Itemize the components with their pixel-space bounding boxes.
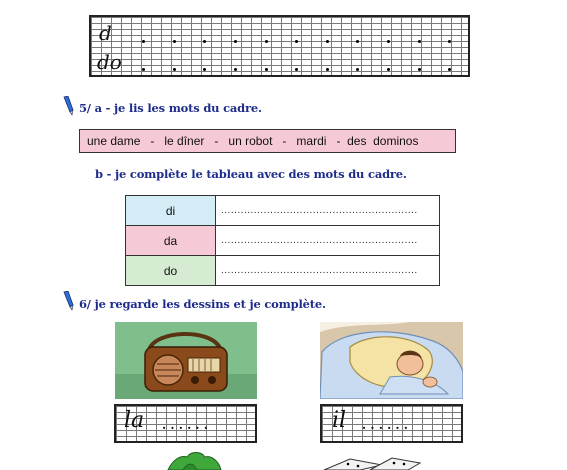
exercise5-title-b: b - je complète le tableau avec des mots du cadre. [95, 167, 407, 181]
row-label-di: di [126, 196, 216, 226]
row-label-da: da [126, 226, 216, 256]
radio-illustration [115, 322, 257, 399]
row-label-do: do [126, 256, 216, 286]
writing-card-left [114, 404, 257, 443]
writing-card-right [320, 404, 463, 443]
exercise5-title-a: 5/ a - je lis les mots du cadre. [79, 101, 262, 115]
card-dots: . . . . . . [362, 418, 408, 432]
plant-illustration [163, 451, 223, 470]
grid-letter-do: do [97, 50, 122, 74]
dominos-illustration [320, 455, 425, 470]
pencil-icon [61, 96, 75, 116]
word-box: une dame - le dîner - un robot - mardi - des dominos [79, 129, 456, 153]
fill-table [125, 195, 440, 286]
grid-letter-d: d [99, 21, 112, 45]
exercise6-title: 6/ je regarde les dessins et je complète. [79, 297, 326, 311]
answer-line[interactable]: ............................................................ [216, 226, 440, 256]
card-word-il: il [332, 408, 347, 433]
card-word-la: la [124, 408, 145, 433]
answer-line[interactable]: ............................................................ [216, 256, 440, 286]
table-row [126, 226, 440, 256]
card-dots: . . . . . . [162, 418, 208, 432]
table-row [126, 196, 440, 226]
writing-grid-top [89, 15, 470, 77]
answer-line[interactable]: ............................................................ [216, 196, 440, 226]
sleeping-boy-illustration [320, 322, 463, 399]
table-row [126, 256, 440, 286]
pencil-icon [61, 291, 75, 311]
